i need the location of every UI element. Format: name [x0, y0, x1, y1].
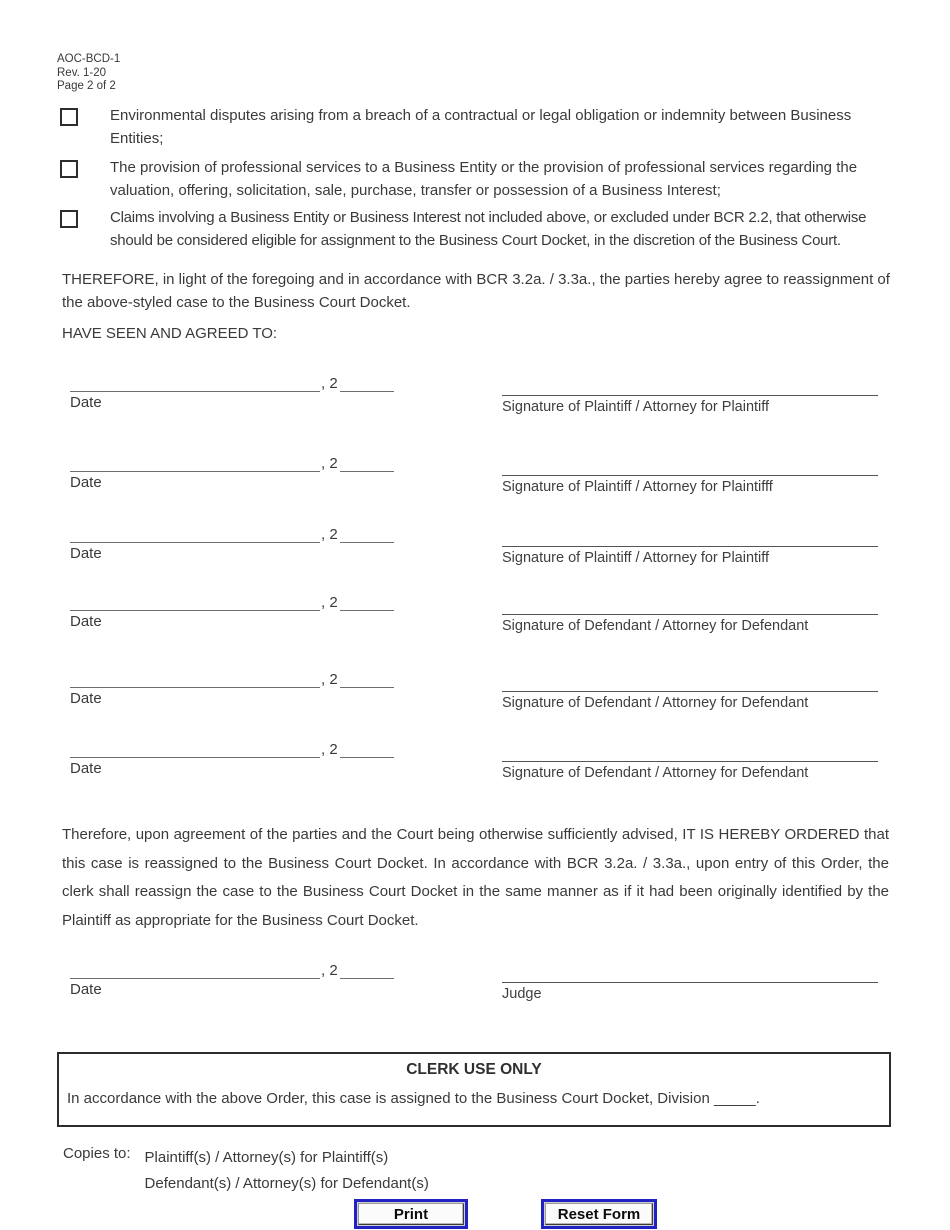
signature-label: Signature of Defendant / Attorney for Defendant: [502, 618, 809, 634]
copies-lines: [145, 1145, 429, 1197]
date-group: [70, 670, 400, 707]
checkbox-item-text: The provision of professional services to a Business Entity or the provision of professional services regarding the valuation, offering, solicitation, sale, purchase, transfer or possession of a Business Interest;: [110, 159, 858, 199]
checkbox-item-text: Environmental disputes arising from a breach of a contractual or legal obligation or indemnity between Business Entities;: [110, 107, 852, 147]
year-blank-line[interactable]: [340, 757, 394, 758]
signature-label: Signature of Defendant / Attorney for Defendant: [502, 765, 809, 781]
date-field: [70, 593, 400, 611]
date-field: [70, 740, 400, 758]
signature-blank-line[interactable]: [502, 459, 878, 476]
signature-group: [502, 598, 878, 634]
date-group: [70, 374, 400, 411]
date-group: [70, 740, 400, 777]
signature-blank-line[interactable]: [502, 379, 878, 396]
print-button[interactable]: [354, 1199, 468, 1229]
date-field: [70, 961, 400, 979]
signature-group: [502, 675, 878, 711]
date-blank-line[interactable]: [70, 687, 320, 688]
agreement-heading: HAVE SEEN AND AGREED TO:: [62, 325, 278, 342]
signature-group: [502, 459, 878, 495]
checkbox-other-claims[interactable]: [60, 210, 78, 228]
year-blank-line[interactable]: [340, 542, 394, 543]
date-field: [70, 374, 400, 392]
order-paragraph: Therefore, upon agreement of the parties and the Court being otherwise sufficiently advised, IT IS HEREBY ORDERED that this case is reassigned to the Business Court Docket. In accordance with BCR 3.2a. / 3.3a., upon entry of this Order, the clerk shall reassign the case to the Business Court Docket in the same manner as if it had been originally identified by the Plaintiff as appropriate for the Business Court Docket.: [62, 826, 889, 929]
checkbox-item-text: Claims involving a Business Entity or Business Interest not included above, or excluded under BCR 2.2, that otherwise should be considered eligible for assignment to the Business Court Docket, in the discretion of the Business Court.: [110, 209, 867, 249]
copies-plaintiffs: Plaintiff(s) / Attorney(s) for Plaintiff(s): [144, 1149, 389, 1166]
date-blank-line[interactable]: [70, 391, 320, 392]
signature-row: [70, 593, 880, 655]
date-label: Date: [70, 545, 102, 562]
signature-row: [70, 670, 880, 732]
signature-group: [502, 745, 878, 781]
judge-signature-group: [502, 966, 878, 1002]
form-revision: Rev. 1-20: [57, 66, 107, 79]
date-blank-line[interactable]: [70, 757, 320, 758]
judge-label: Judge: [502, 986, 542, 1002]
signature-blank-line[interactable]: [502, 675, 878, 692]
print-button-label: Print: [358, 1203, 464, 1225]
copies-defendants: Defendant(s) / Attorney(s) for Defendant(s): [144, 1175, 429, 1192]
date-label: Date: [70, 613, 102, 630]
date-label: Date: [70, 474, 102, 491]
signature-row: [70, 525, 880, 587]
therefore-paragraph: THEREFORE, in light of the foregoing and in accordance with BCR 3.2a. / 3.3a., the parties hereby agree to reassignment of the above-styled case to the Business Court Docket.: [62, 271, 890, 311]
date-blank-line[interactable]: [70, 471, 320, 472]
year-blank-line[interactable]: [340, 687, 394, 688]
judge-signature-blank-line[interactable]: [502, 966, 878, 983]
signature-row: [70, 374, 880, 436]
judge-row: [70, 961, 880, 1023]
date-label: Date: [70, 690, 102, 707]
reset-form-button[interactable]: [541, 1199, 657, 1229]
page-indicator: Page 2 of 2: [57, 80, 116, 92]
year-blank-line[interactable]: [340, 610, 394, 611]
date-field: [70, 525, 400, 543]
clerk-box-title: CLERK USE ONLY: [406, 1061, 542, 1078]
year-blank-line[interactable]: [340, 391, 394, 392]
date-field: [70, 670, 400, 688]
signature-label: Signature of Plaintiff / Attorney for Plaintiff: [502, 399, 770, 415]
copies-label: Copies to:: [63, 1145, 131, 1162]
year-prefix: , 2: [321, 375, 338, 392]
reset-form-button-label: Reset Form: [545, 1203, 653, 1225]
date-label: Date: [70, 760, 102, 777]
form-number: AOC-BCD-1: [57, 53, 121, 65]
date-group: [70, 593, 400, 630]
checkbox-environmental[interactable]: [60, 108, 78, 126]
clerk-use-only-box: [57, 1052, 891, 1127]
date-blank-line[interactable]: [70, 610, 320, 611]
signature-label: Signature of Defendant / Attorney for Defendant: [502, 695, 809, 711]
year-prefix: , 2: [321, 455, 338, 472]
signature-blank-line[interactable]: [502, 598, 878, 615]
signature-group: [502, 530, 878, 566]
date-label: Date: [70, 394, 102, 411]
date-group: [70, 961, 400, 998]
date-group: [70, 525, 400, 562]
date-blank-line[interactable]: [70, 542, 320, 543]
signature-label: Signature of Plaintiff / Attorney for Plaintiff: [502, 550, 770, 566]
form-header: [57, 53, 120, 94]
date-field: [70, 454, 400, 472]
signature-row: [70, 454, 880, 516]
signature-blank-line[interactable]: [502, 530, 878, 547]
date-label: Date: [70, 981, 102, 998]
year-prefix: , 2: [321, 594, 338, 611]
year-prefix: , 2: [321, 671, 338, 688]
clerk-box-text: In accordance with the above Order, this case is assigned to the Business Court Docket, Division _____.: [67, 1090, 760, 1107]
signature-group: [502, 379, 878, 415]
year-prefix: , 2: [321, 741, 338, 758]
year-prefix: , 2: [321, 526, 338, 543]
year-blank-line[interactable]: [340, 471, 394, 472]
signature-blank-line[interactable]: [502, 745, 878, 762]
signature-label: Signature of Plaintiff / Attorney for Plaintifff: [502, 479, 773, 495]
signature-row: [70, 740, 880, 802]
checkbox-professional-services[interactable]: [60, 160, 78, 178]
year-prefix: , 2: [321, 962, 338, 979]
date-blank-line[interactable]: [70, 978, 320, 979]
year-blank-line[interactable]: [340, 978, 394, 979]
date-group: [70, 454, 400, 491]
copies-section: [63, 1145, 429, 1197]
